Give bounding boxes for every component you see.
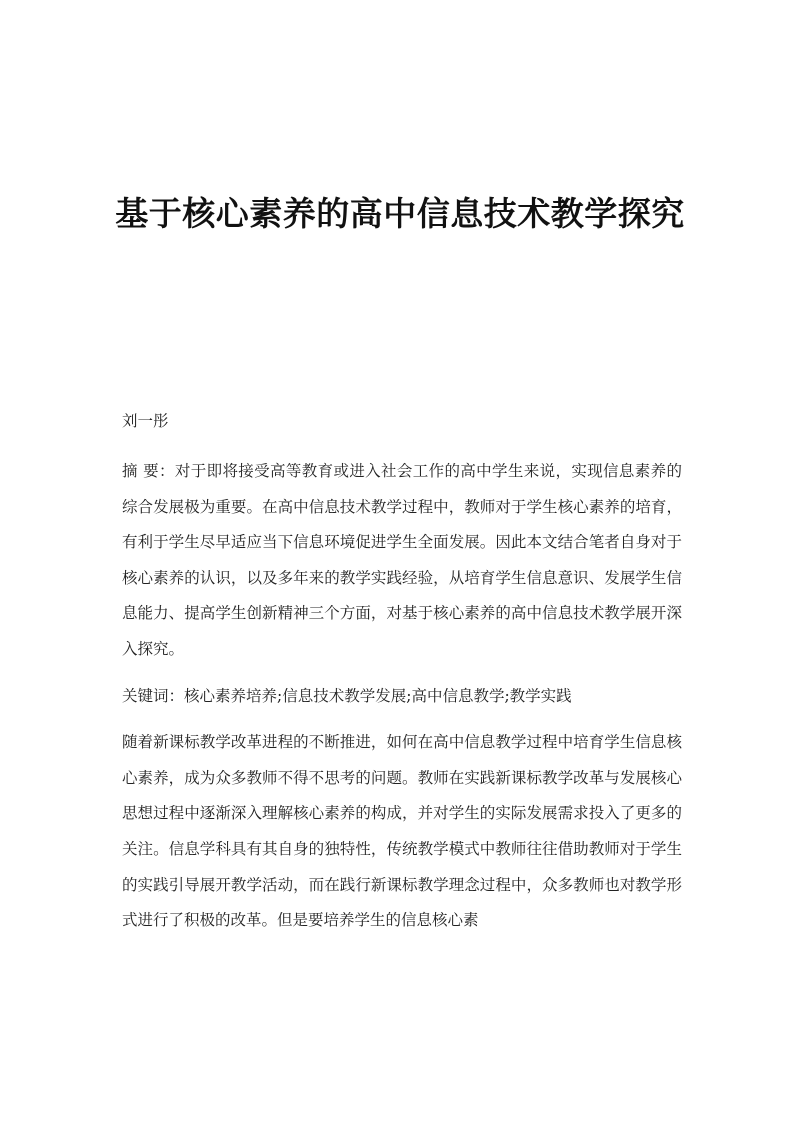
keywords-text: 核心素养培养;信息技术教学发展;高中信息教学;教学实践 xyxy=(184,686,572,705)
author-name: 刘一彤 xyxy=(122,412,169,430)
abstract-paragraph xyxy=(122,454,682,668)
document-content xyxy=(122,410,682,950)
body-paragraph: 随着新课标教学改革进程的不断推进，如何在高中信息教学过程中培育学生信息核心素养，成为众多教师不得不思考的问题。教师在实践新课标教学改革与发展核心思想过程中逐渐深入理解核心素养的构成，并对学生的实际发展需求投入了更多的关注。信息学科具有其自身的独特性，传统教学模式中教师往往借助教师对于学生的实践引导展开教学活动，而在践行新课标教学理念过程中，众多教师也对教学形式进行了积极的改革。但是要培养学生的信息核心素 xyxy=(122,733,682,930)
document-title: 基于核心素养的高中信息技术教学探究 xyxy=(115,194,685,233)
abstract-label: 摘 要： xyxy=(122,462,175,480)
keywords-paragraph xyxy=(122,679,682,715)
keywords-label: 关键词： xyxy=(122,686,185,705)
abstract-text: 对于即将接受高等教育或进入社会工作的高中学生来说，实现信息素养的综合发展极为重要。在高中信息技术教学过程中，教师对于学生核心素养的培育，有利于学生尽早适应当下信息环境促进学生全面发展。因此本文结合笔者自身对于核心素养的认识，以及多年来的教学实践经验，从培育学生信息意识、发展学生信息能力、提高学生创新精神三个方面，对基于核心素养的高中信息技术教学展开深入探究。 xyxy=(122,462,682,658)
